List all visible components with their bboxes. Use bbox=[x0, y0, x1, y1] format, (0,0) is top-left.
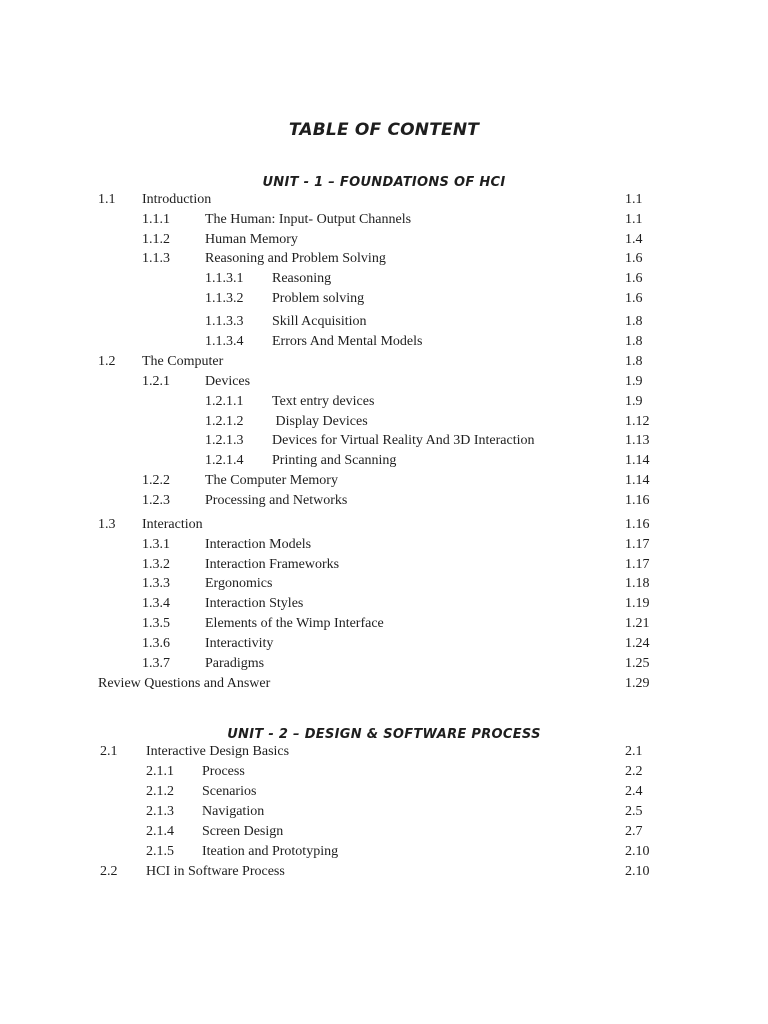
toc-entry-label: Problem solving bbox=[272, 291, 365, 306]
toc-entry-page: 1.25 bbox=[625, 656, 650, 671]
toc-entry bbox=[0, 654, 768, 674]
toc-entry-number: 2.1.3 bbox=[146, 804, 174, 819]
toc-entry-label: Processing and Networks bbox=[205, 493, 348, 508]
toc-entry-number: 2.1.5 bbox=[146, 844, 174, 859]
toc-entry bbox=[0, 392, 768, 412]
toc-entry-number: 1.2.1.2 bbox=[205, 414, 244, 429]
toc-entry-number: 1.1.3.3 bbox=[205, 314, 244, 329]
toc-entry bbox=[0, 230, 768, 250]
toc-entry-number: 1.3.1 bbox=[142, 537, 170, 552]
toc-entry-number: 1.1.3 bbox=[142, 251, 170, 266]
toc-entry-label: Process bbox=[202, 764, 245, 779]
toc-entry-page: 1.6 bbox=[625, 291, 643, 306]
toc-entry-number: 1.1.2 bbox=[142, 232, 170, 247]
toc-entry-number: 1.1.3.1 bbox=[205, 271, 244, 286]
toc-entry bbox=[0, 372, 768, 392]
toc-entry-label: Devices for Virtual Reality And 3D Interaction bbox=[272, 433, 535, 448]
toc-entry-number: 1.2.2 bbox=[142, 473, 170, 488]
toc-entry-page: 1.29 bbox=[625, 676, 650, 691]
toc-entry-page: 1.13 bbox=[625, 433, 650, 448]
toc-entry bbox=[0, 822, 768, 842]
toc-entry-label: Text entry devices bbox=[272, 394, 375, 409]
toc-entry-page: 1.8 bbox=[625, 314, 643, 329]
toc-entry-number: 2.1.2 bbox=[146, 784, 174, 799]
toc-entry-page: 2.4 bbox=[625, 784, 643, 799]
toc-entry-label: Devices bbox=[205, 374, 251, 389]
toc-entry-label: Navigation bbox=[202, 804, 265, 819]
toc-entry bbox=[0, 332, 768, 352]
toc-entry-page: 1.17 bbox=[625, 537, 650, 552]
toc-entry-page: 1.19 bbox=[625, 596, 650, 611]
toc-entry-label: Screen Design bbox=[202, 824, 284, 839]
toc-entry-label: Introduction bbox=[142, 192, 212, 207]
toc-entry-number: 1.1.1 bbox=[142, 212, 170, 227]
toc-entry-page: 1.14 bbox=[625, 473, 650, 488]
toc-entry-number: 1.3.6 bbox=[142, 636, 170, 651]
toc-entry-page: 1.1 bbox=[625, 212, 643, 227]
toc-entry-page: 1.9 bbox=[625, 374, 643, 389]
toc-entry bbox=[0, 210, 768, 230]
toc-entry-page: 1.6 bbox=[625, 271, 643, 286]
toc-entry bbox=[0, 471, 768, 491]
toc-entry-number: 1.3 bbox=[98, 517, 116, 532]
toc-entry-label: Iteation and Prototyping bbox=[202, 844, 339, 859]
toc-entry bbox=[0, 269, 768, 289]
toc-entry-number: 1.3.3 bbox=[142, 576, 170, 591]
unit-2-heading: UNIT - 2 – DESIGN & SOFTWARE PROCESS bbox=[227, 727, 541, 742]
toc-entry bbox=[0, 451, 768, 471]
toc-entry bbox=[0, 574, 768, 594]
toc-entry bbox=[0, 762, 768, 782]
toc-entry bbox=[0, 352, 768, 372]
toc-entry-label: Ergonomics bbox=[205, 576, 273, 591]
toc-entry-label: Printing and Scanning bbox=[272, 453, 397, 468]
toc-entry-number: 1.1 bbox=[98, 192, 116, 207]
unit-1-heading: UNIT - 1 – FOUNDATIONS OF HCI bbox=[262, 175, 506, 190]
toc-entry bbox=[0, 674, 768, 694]
toc-entry-number: 1.1.3.2 bbox=[205, 291, 244, 306]
toc-entry-label: Interaction Frameworks bbox=[205, 557, 340, 572]
toc-entry bbox=[0, 594, 768, 614]
toc-entry-label: Paradigms bbox=[205, 656, 265, 671]
toc-entry-number: 1.2 bbox=[98, 354, 116, 369]
toc-entry bbox=[0, 862, 768, 882]
toc-entry-page: 1.1 bbox=[625, 192, 643, 207]
toc-entry-page: 1.4 bbox=[625, 232, 643, 247]
toc-entry-number: 1.3.4 bbox=[142, 596, 170, 611]
toc-entry-number: 2.1 bbox=[100, 744, 118, 759]
toc-entry bbox=[0, 431, 768, 451]
toc-entry bbox=[0, 515, 768, 535]
page-title: TABLE OF CONTENT bbox=[288, 120, 480, 140]
toc-entry bbox=[0, 555, 768, 575]
toc-entry-page: 2.7 bbox=[625, 824, 643, 839]
toc-entry-label: Review Questions and Answer bbox=[98, 676, 271, 691]
toc-entry-page: 1.21 bbox=[625, 616, 650, 631]
toc-entry-number: 1.2.1.4 bbox=[205, 453, 244, 468]
toc-entry bbox=[0, 412, 768, 432]
toc-entry-number: 1.3.7 bbox=[142, 656, 170, 671]
toc-entry bbox=[0, 742, 768, 762]
toc-entry-page: 1.24 bbox=[625, 636, 650, 651]
toc-entry bbox=[0, 312, 768, 332]
toc-entry-label: Interactivity bbox=[205, 636, 274, 651]
toc-entry-number: 1.3.2 bbox=[142, 557, 170, 572]
toc-entry-label: Elements of the Wimp Interface bbox=[205, 616, 384, 631]
toc-entry-label: The Computer Memory bbox=[205, 473, 338, 488]
toc-entry-page: 1.8 bbox=[625, 334, 643, 349]
toc-entry-number: 1.2.3 bbox=[142, 493, 170, 508]
toc-entry-number: 1.2.1 bbox=[142, 374, 170, 389]
toc-entry-label: HCI in Software Process bbox=[146, 864, 285, 879]
toc-entry bbox=[0, 535, 768, 555]
toc-entry-page: 1.17 bbox=[625, 557, 650, 572]
toc-entry-label: Interaction bbox=[142, 517, 203, 532]
toc-entry-page: 1.12 bbox=[625, 414, 650, 429]
toc-entry-number: 1.1.3.4 bbox=[205, 334, 244, 349]
toc-entry-page: 1.9 bbox=[625, 394, 643, 409]
toc-entry-label: The Human: Input- Output Channels bbox=[205, 212, 412, 227]
toc-entry-label: Display Devices bbox=[272, 414, 368, 429]
toc-entry-number: 2.1.1 bbox=[146, 764, 174, 779]
toc-entry-label: The Computer bbox=[142, 354, 224, 369]
toc-entry bbox=[0, 634, 768, 654]
toc-entry-number: 2.2 bbox=[100, 864, 118, 879]
toc-entry bbox=[0, 249, 768, 269]
toc-entry-page: 1.6 bbox=[625, 251, 643, 266]
toc-entry-label: Scenarios bbox=[202, 784, 257, 799]
toc-entry-number: 1.3.5 bbox=[142, 616, 170, 631]
toc-entry bbox=[0, 842, 768, 862]
toc-entry-label: Reasoning and Problem Solving bbox=[205, 251, 386, 266]
toc-entry-page: 1.8 bbox=[625, 354, 643, 369]
toc-entry-page: 1.18 bbox=[625, 576, 650, 591]
toc-entry-label: Interactive Design Basics bbox=[146, 744, 290, 759]
toc-entry-page: 2.5 bbox=[625, 804, 643, 819]
toc-entry bbox=[0, 491, 768, 511]
toc-entry-label: Human Memory bbox=[205, 232, 298, 247]
toc-entry-label: Errors And Mental Models bbox=[272, 334, 423, 349]
toc-entry bbox=[0, 802, 768, 822]
toc-entry-page: 1.14 bbox=[625, 453, 650, 468]
toc-entry-label: Interaction Styles bbox=[205, 596, 304, 611]
toc-entry-page: 1.16 bbox=[625, 517, 650, 532]
toc-entry-number: 1.2.1.1 bbox=[205, 394, 244, 409]
toc-entry-label: Reasoning bbox=[272, 271, 332, 286]
toc-entry-number: 1.2.1.3 bbox=[205, 433, 244, 448]
toc-entry bbox=[0, 614, 768, 634]
toc-entry-page: 2.1 bbox=[625, 744, 643, 759]
toc-entry-label: Skill Acquisition bbox=[272, 314, 367, 329]
toc-entry-page: 2.10 bbox=[625, 844, 650, 859]
toc-entry-page: 2.2 bbox=[625, 764, 643, 779]
toc-entry-page: 2.10 bbox=[625, 864, 650, 879]
toc-entry-page: 1.16 bbox=[625, 493, 650, 508]
toc-entry bbox=[0, 782, 768, 802]
toc-entry-label: Interaction Models bbox=[205, 537, 312, 552]
toc-entry-number: 2.1.4 bbox=[146, 824, 174, 839]
toc-entry bbox=[0, 289, 768, 309]
toc-entry bbox=[0, 190, 768, 210]
